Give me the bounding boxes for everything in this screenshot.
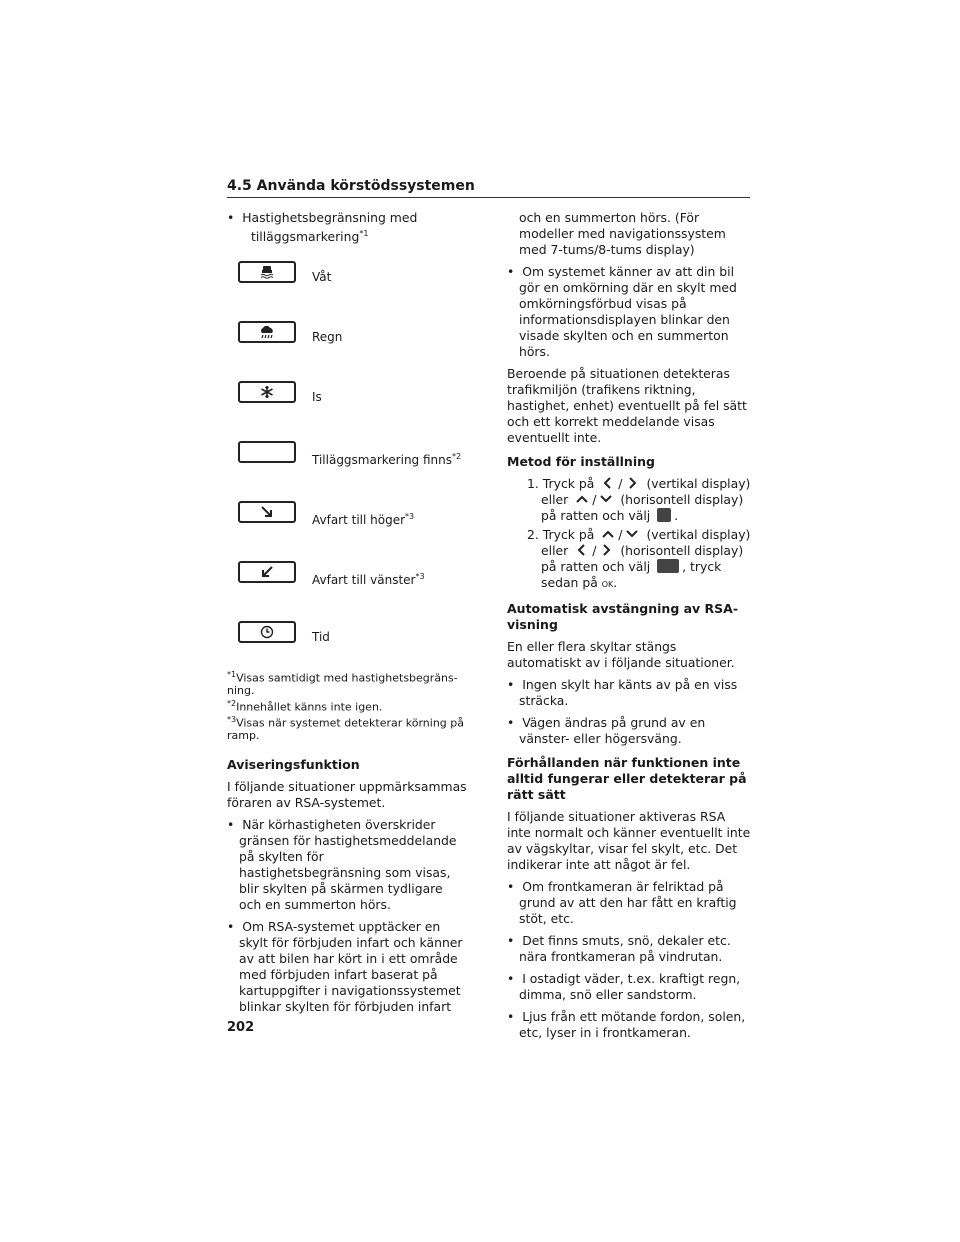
auto-bullet-1: • Ingen skylt har känts av på en viss sträcka. [507, 677, 738, 708]
step-number: 2. [527, 527, 539, 542]
chevron-down-icon [599, 493, 613, 505]
sign-label-text: Avfart till höger [312, 513, 406, 528]
step-text: , tryck sedan på [541, 559, 722, 590]
sign-label-text: Tid [312, 630, 330, 645]
step-1 [527, 476, 752, 524]
bullet-text: När körhastigheten överskrider gränsen för hastighetsmeddelande på skylten för hastighetsbegränsning som visas, blir skylten på skärmen tydligare och en summerton hörs. [239, 816, 457, 912]
slash: / [592, 543, 597, 558]
auto-bullet-2: • Vägen ändras på grund av en vänster- eller högersväng. [507, 715, 706, 746]
sign-box [238, 321, 296, 343]
slash: / [618, 527, 623, 542]
rain-cloud-icon [259, 325, 275, 339]
footnote-ref: *3 [405, 512, 415, 522]
bullet-text-2: tilläggsmarkering [251, 229, 360, 245]
sign-label-text: Avfart till vänster [312, 573, 416, 588]
period: . [613, 575, 618, 590]
heading-method: Metod för inställning [507, 454, 655, 469]
sign-box [238, 561, 296, 583]
footnote-ref: *2 [452, 452, 462, 462]
sign-label [312, 329, 342, 345]
sign-box [238, 261, 296, 283]
cond-bullet-1: • Om frontkameran är felriktad på grund av att den har fått en kraftig stöt, etc. [507, 879, 737, 926]
step-text: (horisontell display) på ratten och välj [541, 543, 744, 574]
overtake-bullet: • Om systemet känner av att din bil gör en omkörning där en skylt med omkörningsförbud visas på informationsdisplayen blinkar den visade skylten och en summerton hörs. [507, 264, 737, 359]
step-text: (vertikal display) eller [541, 476, 751, 507]
step-text: Tryck på [542, 527, 595, 542]
sign-row-rain [227, 321, 467, 381]
sign-box [238, 381, 296, 403]
snowflake-icon [259, 385, 275, 399]
bullet-text: Vägen ändras på grund av en vänster- eller högersväng. [519, 715, 706, 746]
sign-box [238, 501, 296, 523]
chevron-right-icon [625, 477, 639, 489]
footnote-text: Innehållet känns inte igen. [236, 700, 383, 714]
sign-row-ice [227, 381, 467, 441]
footnote-mark: *3 [227, 714, 237, 724]
footnote-mark: *1 [227, 670, 237, 680]
clock-icon [259, 625, 275, 639]
chevron-left-icon [575, 544, 589, 556]
section-header: 4.5 Använda körstödssystemen [227, 178, 750, 198]
heading-avisering: Aviseringsfunktion [227, 756, 360, 772]
settings-gear-icon [657, 508, 671, 522]
heading-conditions: Förhållanden när funktionen inte alltid fungerar eller detekterar på rätt sätt [507, 755, 747, 802]
sign-label [312, 389, 322, 405]
avis-intro: I följande situationer uppmärksammas föraren av RSA-systemet. [227, 778, 467, 810]
left-column [227, 210, 467, 1021]
bullet-text: Om systemet känner av att din bil gör en omkörning där en skylt med omkörningsförbud visas på informationsdisplayen blinkar den visade skylten och en summerton hörs. [519, 264, 737, 359]
cond-intro: I följande situationer aktiveras RSA inte normalt och känner eventuellt inte av vägskyltar, visar fel skylt, etc. Det indikerar inte att något är fel. [507, 809, 751, 872]
exit-left-arrow-icon [259, 565, 275, 579]
page-number: 202 [227, 1020, 255, 1035]
bullet-text: Om frontkameran är felriktad på grund av att den har fått en kraftig stöt, etc. [519, 879, 737, 926]
period: . [674, 508, 679, 523]
sign-label [312, 269, 331, 285]
footnote-1 [227, 669, 467, 698]
exit-right-arrow-icon [259, 505, 275, 519]
bullet-text: Ingen skylt har känts av på en viss sträcka. [519, 677, 738, 708]
sign-label [312, 509, 414, 528]
step-2 [527, 527, 752, 593]
right-column [507, 210, 752, 1047]
heading-auto-off: Automatisk avstängning av RSA-visning [507, 601, 739, 632]
sign-label [312, 629, 330, 645]
bullet-text: Ljus från ett mötande fordon, solen, etc, lyser in i frontkameran. [519, 1009, 746, 1040]
sign-label [312, 569, 425, 588]
cond-bullet-4: • Ljus från ett mötande fordon, solen, etc, lyser in i frontkameran. [507, 1009, 746, 1040]
sign-row-wet [227, 261, 467, 321]
sign-label [312, 449, 461, 468]
cond-bullet-2: • Det finns smuts, snö, dekaler etc. nära frontkameran på vindrutan. [507, 933, 731, 964]
wet-road-icon [259, 265, 275, 279]
car-assist-icon [657, 559, 679, 573]
footnote-mark: *2 [227, 698, 237, 708]
sign-box [238, 621, 296, 643]
step-text: (vertikal display) eller [541, 527, 751, 558]
sign-label-text: Regn [312, 330, 343, 345]
step-text: (horisontell display) på ratten och välj [541, 492, 744, 523]
blank-sign-icon [238, 441, 296, 463]
sign-label-text: Våt [312, 270, 332, 285]
bullet-text: I ostadigt väder, t.ex. kraftigt regn, dimma, snö eller sandstorm. [519, 971, 741, 1002]
sign-row-time [227, 621, 467, 665]
auto-intro: En eller flera skyltar stängs automatiskt av i följande situationer. [507, 639, 735, 670]
step-number: 1. [527, 476, 539, 491]
slash: / [618, 476, 623, 491]
chevron-right-icon [599, 544, 613, 556]
footnote-text: Visas samtidigt med hastighetsbegräns-ning. [227, 671, 458, 698]
avis-bullet-2: • Om RSA-systemet upptäcker en skylt för förbjuden infart och känner av att bilen har kört in i ett område med förbjuden infart baserat på kartuppgifter i navigationssystemet blinkar skylten för förbjuden infart [227, 918, 463, 1014]
continued-text: och en summerton hörs. (För modeller med navigationssystem med 7-tums/8-tums display) [519, 210, 726, 257]
sign-label-text: Tilläggsmarkering finns [312, 453, 453, 468]
ok-button-label: OK [601, 580, 614, 589]
avis-bullet-1: • När körhastigheten överskrider gränsen för hastighetsmeddelande på skylten för hastighetsbegränsning som visas, blir skylten på skärmen tydligare och en summerton hörs. [227, 816, 457, 912]
footnote-ref: *1 [359, 229, 369, 238]
bullet-text: Om RSA-systemet upptäcker en skylt för förbjuden infart och känner av att bilen har kört in i ett område med förbjuden infart baserat på kartuppgifter i navigationssystemet blinkar skylten för förbjuden infart [239, 918, 463, 1014]
footnotes [227, 669, 467, 742]
chevron-up-icon [575, 493, 589, 505]
footnote-ref: *3 [415, 572, 425, 582]
chevron-left-icon [601, 477, 615, 489]
sign-label-text: Is [312, 390, 322, 405]
cond-bullet-3: • I ostadigt väder, t.ex. kraftigt regn, dimma, snö eller sandstorm. [507, 971, 741, 1002]
step-text: Tryck på [542, 476, 595, 491]
sign-row-exit-right [227, 501, 467, 561]
method-steps [507, 476, 752, 593]
bullet-speed-limit: • Hastighetsbegränsning med tilläggsmarkering$^{*1}$ [227, 210, 418, 245]
environment-paragraph: Beroende på situationen detekteras trafikmiljön (trafikens riktning, hastighet, enhet) eventuellt på fel sätt och ett korrekt meddelande visas eventuellt inte. [507, 366, 747, 445]
footnote-text: Visas när systemet detekterar körning på ramp. [227, 716, 465, 743]
footnote-2 [227, 698, 467, 714]
bullet-text: Det finns smuts, snö, dekaler etc. nära frontkameran på vindrutan. [519, 933, 731, 964]
slash: / [592, 492, 597, 507]
bullet-text: Hastighetsbegränsning med [242, 210, 418, 225]
sign-row-exit-left [227, 561, 467, 621]
chevron-up-icon [601, 528, 615, 540]
chevron-down-icon [625, 528, 639, 540]
footnote-3 [227, 714, 467, 743]
sign-row-additional [227, 441, 467, 501]
